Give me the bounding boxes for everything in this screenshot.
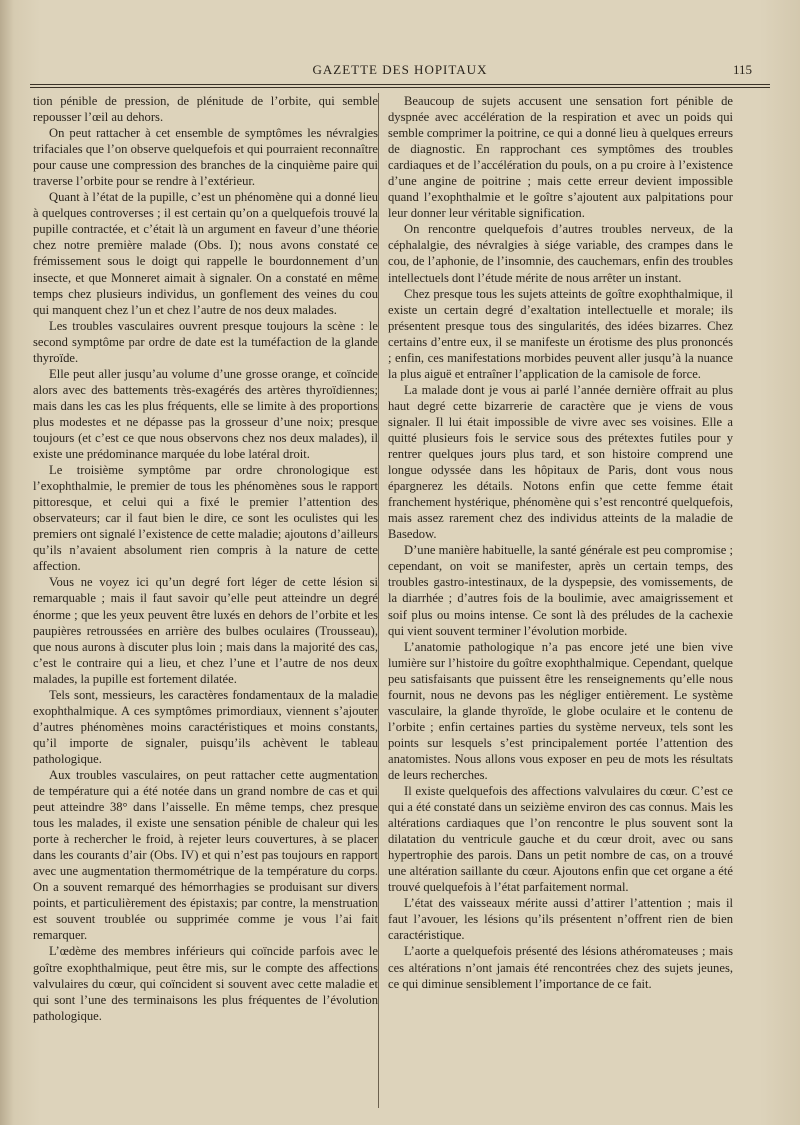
paragraph: L’état des vaisseaux mérite aussi d’attirer l’attention ; mais il faut l’avouer, les lésions qu’ils présentent n’offrent rien de bien caractéristique. xyxy=(388,896,733,943)
paragraph: L’œdème des membres inférieurs qui coïncide parfois avec le goître exophthalmique, peut être mis, sur le compte des affections valvulaires du cœur, qui coïncident si souvent avec cette maladie et qui sont l’une des terminaisons les plus fréquentes de l’évolution pathologique. xyxy=(33,944,378,1023)
paragraph: Quant à l’état de la pupille, c’est un phénomène qui a donné lieu à quelques controverses ; il est certain qu’on a quelquefois trouvé la pupille contractée, et c’était là un argument en faveur d’une théorie chez notre première malade (Obs. I); nous avons constaté ce frémissement sous le doigt qui rappelle le bourdonnement d’un insecte, et que Monneret aimait à signaler. On a constaté en même temps chez plusieurs individus, un gonflement des veines du cou qui manquent chez l’un et chez l’autre de nos deux malades. xyxy=(33,190,378,317)
paragraph: Le troisième symptôme par ordre chronologique est l’exophthalmie, le premier de tous les phénomènes sous le rapport pittoresque, et celui qui a fixé le premier l’attention des observateurs; car il faut bien le dire, ce sont les oculistes qui les premiers ont signalé l’existence de cette maladie; ajoutons d’ailleurs qu’ils n’avaient absolument rien compris à la nature de cette affection. xyxy=(33,463,378,574)
paragraph: Les troubles vasculaires ouvrent presque toujours la scène : le second symptôme par ordre de date est la tuméfaction de la glande thyroïde. xyxy=(33,318,378,365)
paragraph: tion pénible de pression, de plénitude de l’orbite, qui semble repousser l’œil au dehors. xyxy=(33,94,378,125)
paragraph: Aux troubles vasculaires, on peut rattacher cette augmentation de température qui a été notée dans un grand nombre de cas et qui peut atteindre 38° dans l’aisselle. En même temps, chez presque tous les malades, il existe une sensation pénible de chaleur qui les porte à rechercher le froid, à rejeter leurs couvertures, à se placer dans les courants d’air (Obs. IV) et qui n’est pas toujours en rapport avec une augmentation thermométrique de la température du corps. On a souvent remarqué des hémorrhagies se produisant sur divers points, et particulièrement des épistaxis; par contre, la menstruation est souvent troublée ou supprimée comme je vous l’ai fait remarquer. xyxy=(33,767,378,943)
header-rule-top xyxy=(30,84,770,85)
paragraph: Il existe quelquefois des affections valvulaires du cœur. C’est ce qui a été constaté dans un seizième environ des cas connus. Mais les altérations cardiaques que l’on rencontre le plus souvent sont la dilatation du ventricule gauche et du cœur droit, avec ou sans hypertrophie des parois. Dans un petit nombre de cas, on a trouvé une altération saillante du cœur. Ajoutons enfin que cet organe a été trouvé quelquefois à l’état parfaitement normal. xyxy=(388,784,733,895)
paragraph: Vous ne voyez ici qu’un degré fort léger de cette lésion si remarquable ; mais il faut savoir qu’elle peut atteindre un degré énorme ; que les yeux peuvent être luxés en dehors de l’orbite et les paupières retroussées en arrière des bulbes oculaires (Trousseau), que nous aurons à discuter plus loin ; mais dans la majorité des cas, c’est le contraire qui a lieu, et chez l’une et l’autre de nos deux malades, la pupille est fortement dilatée. xyxy=(33,575,378,686)
paragraph: Elle peut aller jusqu’au volume d’une grosse orange, et coïncide alors avec des battements très-exagérés des artères thyroïdiennes; mais dans les cas les plus fréquents, elle se limite à des proportions plus modestes et ne dépasse pas la grosseur d’une noix; presque toujours (et c’est ce que nous observons chez nos deux malades), il existe une prédominance marquée du lobe latéral droit. xyxy=(33,366,378,462)
left-column xyxy=(33,93,378,1113)
paragraph: Tels sont, messieurs, les caractères fondamentaux de la maladie exophthalmique. A ces symptômes primordiaux, viennent s’ajouter d’autres phénomènes moins caractéristiques et moins constants, qu’il importe de signaler, puisqu’ils achèvent le tableau pathologique. xyxy=(33,687,378,766)
right-column xyxy=(388,93,733,1113)
paragraph: D’une manière habituelle, la santé générale est peu compromise ; cependant, on voit se manifester, après un certain temps, des troubles gastro-intestinaux, de la dyspepsie, des vomissements, de la diarrhée ; d’autres fois de la boulimie, avec amaigrissement et soif plus ou moins intense. Ce sont là des préludes de la cachexie qui vient souvent terminer l’évolution morbide. xyxy=(388,543,733,638)
paragraph: L’anatomie pathologique n’a pas encore jeté une bien vive lumière sur l’histoire du goître exophthalmique. Cependant, quelque peu satisfaisants que puissent être les renseignements qu’elle nous fournit, nous ne devons pas les négliger entièrement. Le système vasculaire, la glande thyroïde, le globe oculaire et le contenu de l’orbite ; enfin certaines parties du système nerveux, tels sont les points sur lesquels s’est principalement portée l’attention des anatomistes. Nous allons vous exposer en peu de mots les résultats de leurs recherches. xyxy=(388,639,733,782)
paragraph: La malade dont je vous ai parlé l’année dernière offrait au plus haut degré cette bizarrerie de caractère que je viens de vous signaler. Il lui était impossible de vivre avec ses voisines. Elle a quitté plusieurs fois le service sous des prétextes futiles pour y rentrer quelques jours plus tard, et son histoire comprend une longue odyssée dans les hôpitaux de Paris, dont vous nous épargnerez les détails. Notons enfin que cette femme était franchement hystérique, phénomène qui s’est rencontré quelquefois, mais assez rarement chez des individus atteints de la maladie de Basedow. xyxy=(388,382,733,542)
paragraph: On rencontre quelquefois d’autres troubles nerveux, de la céphalalgie, des névralgies à siége variable, des crampes dans le cou, de l’aphonie, de l’insomnie, des cauchemars, enfin des troubles intellectuels dont l’étude mérite de nous arrêter un instant. xyxy=(388,222,733,285)
journal-title: GAZETTE DES HOPITAUX xyxy=(312,62,488,77)
header-rule-bottom xyxy=(30,87,770,88)
paragraph: Chez presque tous les sujets atteints de goître exophthalmique, il existe un certain degré d’exaltation intellectuelle et morale; ils présentent presque tous des singularités, des idées bizarres. Chez certains d’entre eux, il se manifeste un érotisme des plus prononcés ; enfin, ces manifestations morbides peuvent aller jusqu’à la nuance la plus aiguë et entraîner l’application de la camisole de force. xyxy=(388,286,733,381)
paragraph: On peut rattacher à cet ensemble de symptômes les névralgies trifaciales que l’on observe quelquefois et qui pourraient reconnaître pour cause une compression des branches de la cinquième paire qui traverse l’orbite pour se rendre à l’extérieur. xyxy=(33,126,378,189)
column-divider xyxy=(378,93,379,1108)
paragraph: Beaucoup de sujets accusent une sensation fort pénible de dyspnée avec accélération de la respiration et avec un poids qui semble comprimer la poitrine, ce qui a donné lieu à quelques erreurs de diagnostic. En rapprochant ces symptômes des troubles cardiaques et de l’accélération du pouls, on a pu croire à l’existence d’une angine de poitrine ; mais cette erreur devient impossible quand l’exophthalmie et le goître s’ajoutent aux palpitations pour leur donner leur véritable signification. xyxy=(388,94,733,221)
page-number: 115 xyxy=(732,62,752,77)
page-header xyxy=(30,60,770,82)
paragraph: L’aorte a quelquefois présenté des lésions athéromateuses ; mais ces altérations n’ont jamais été rencontrées chez des sujets jeunes, ce qui diminue sensiblement l’importance de ce fait. xyxy=(388,944,733,991)
